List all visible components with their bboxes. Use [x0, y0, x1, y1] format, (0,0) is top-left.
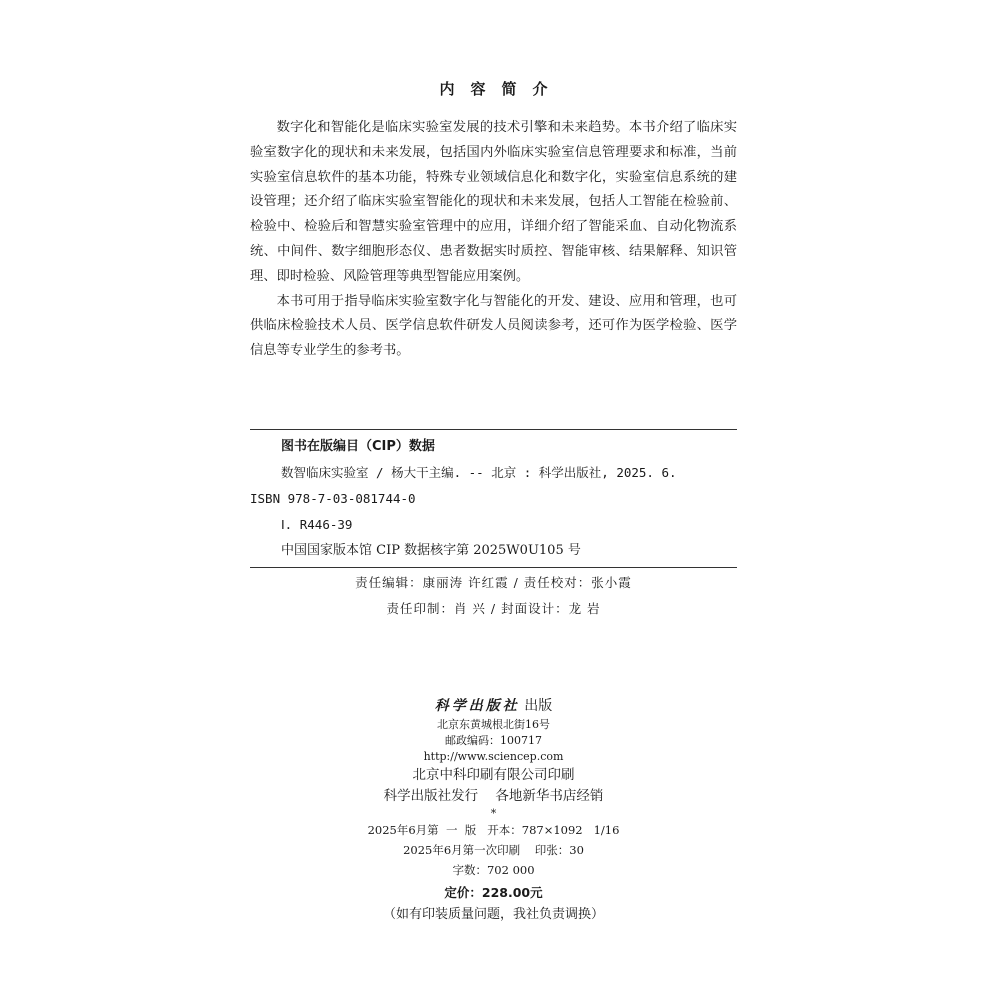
publisher-logo-text: 科学出版社 — [434, 698, 520, 714]
cip-isbn: ISBN 978-7-03-081744-0 — [250, 491, 416, 506]
cip-classification: Ⅰ. R446-39 — [281, 517, 353, 532]
cip-bottom-rule — [250, 567, 737, 568]
website: http://www.sciencep.com — [423, 750, 564, 763]
staff-credits — [250, 571, 737, 623]
distribution: 科学出版社发行 各地新华书店经销 — [383, 788, 604, 804]
staff-line-production: 责任印制：肖 兴 / 封面设计：龙 岩 — [386, 601, 601, 616]
cip-heading: 图书在版编目（CIP）数据 — [281, 439, 435, 454]
cip-record: 数智临床实验室 / 杨大干主编. -- 北京 : 科学出版社, 2025. 6. — [281, 465, 677, 480]
staff-line-editors: 责任编辑：康丽涛 许红霞 / 责任校对：张小霞 — [355, 575, 632, 590]
publisher-address: 北京东黄城根北街16号 — [437, 718, 550, 731]
edition-info: 2025年6月第 一 版 开本：787×1092 1/16 — [367, 823, 620, 837]
quality-note: （如有印装质量问题，我社负责调换） — [382, 907, 604, 922]
summary-paragraph-2: 本书可用于指导临床实验室数字化与智能化的开发、建设、应用和管理，也可供临床检验技术人员、医学信息软件研发人员阅读参考，还可作为医学检验、医学信息等专业学生的参考书。 — [250, 293, 737, 359]
cip-top-rule — [250, 429, 737, 430]
cip-cataloging-number: 中国国家版本馆 CIP 数据核字第 2025W0U105 号 — [281, 543, 581, 558]
summary-body — [250, 116, 737, 364]
printing-info: 2025年6月第一次印刷 印张：30 — [403, 843, 584, 857]
cip-block — [250, 437, 737, 565]
word-count: 字数：702 000 — [452, 863, 535, 877]
postcode: 邮政编码：100717 — [445, 734, 542, 747]
summary-title: 内容简介 — [439, 80, 564, 98]
printer: 北京中科印刷有限公司印刷 — [412, 767, 575, 783]
copyright-page — [250, 0, 737, 1000]
price: 定价：228.00元 — [444, 885, 543, 900]
separator-star: * — [490, 807, 497, 820]
publisher-line — [250, 695, 737, 717]
summary-paragraph-1: 数字化和智能化是临床实验室发展的技术引擎和未来趋势。本书介绍了临床实验室数字化的现状和未来发展，包括国内外临床实验室信息管理要求和标准，当前实验室信息软件的基本功能，特殊专业领域信息化和数字化，实验室信息系统的建设管理；还介绍了临床实验室智能化的现状和未来发展，包括人工智能在检验前、检验中、检验后和智慧实验室管理中的应用，详细介绍了智能采血、自动化物流系统、中间件、数字细胞形态仪、患者数据实时质控、智能审核、结果解释、知识管理、即时检验、风险管理等典型智能应用案例。 — [250, 120, 737, 284]
colophon — [250, 695, 737, 926]
publisher-suffix: 出版 — [524, 698, 553, 714]
